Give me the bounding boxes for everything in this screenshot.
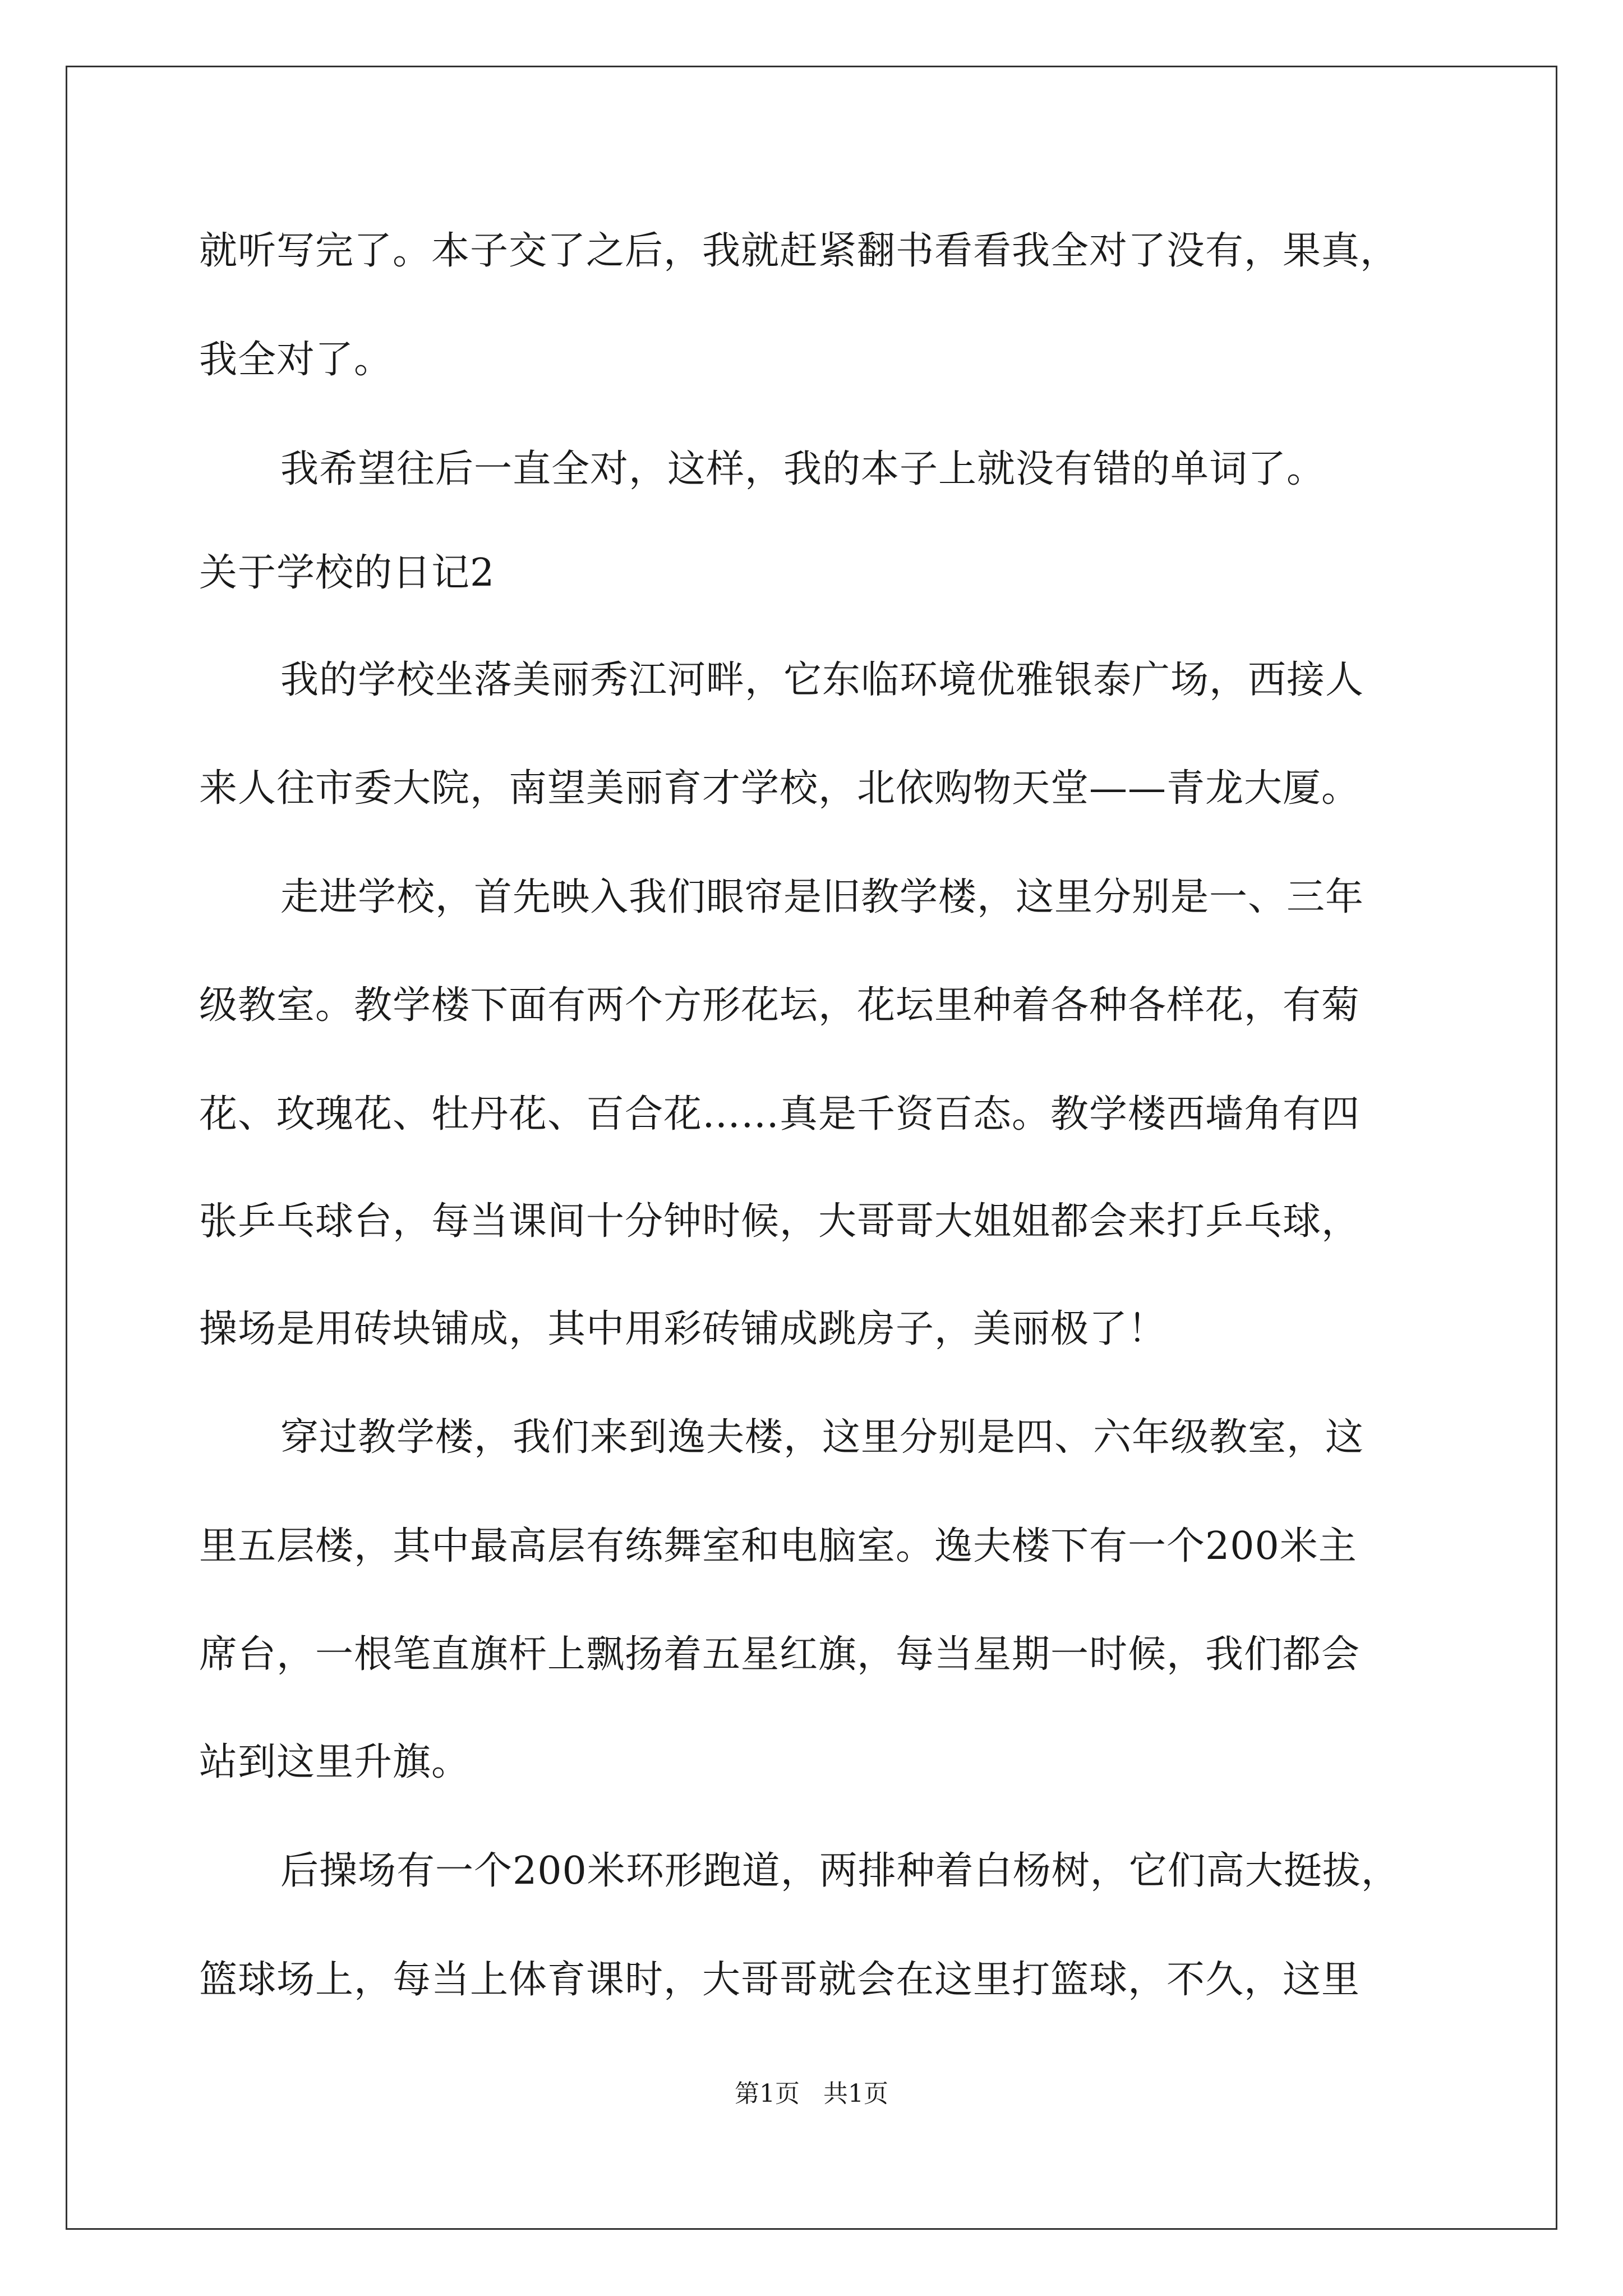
- page-border: [66, 66, 1557, 2230]
- text-line: 操场是用砖块铺成，其中用彩砖铺成跳房子，美丽极了！: [199, 1307, 1167, 1351]
- text-line: 张乒乓球台，每当课间十分钟时候，大哥哥大姐姐都会来打乒乓球，: [199, 1199, 1361, 1244]
- text-line: 级教室。教学楼下面有两个方形花坛，花坛里种着各种各样花，有菊: [199, 983, 1361, 1028]
- text-line: 篮球场上，每当上体育课时，大哥哥就会在这里打篮球，不久，这里: [199, 1958, 1361, 2002]
- text-line: 里五层楼，其中最高层有练舞室和电脑室。逸夫楼下有一个200米主: [199, 1524, 1357, 1568]
- text-line: 后操场有一个200米环形跑道，两排种着白杨树，它们高大挺拔，: [280, 1849, 1400, 1893]
- text-line: 我的学校坐落美丽秀江河畔，它东临环境优雅银泰广场，西接人: [280, 658, 1364, 702]
- text-line: 我全对了。: [199, 338, 393, 382]
- text-line: 席台，一根笔直旗杆上飘扬着五星红旗，每当星期一时候，我们都会: [199, 1632, 1361, 1677]
- text-line: 花、玫瑰花、牡丹花、百合花……真是千资百态。教学楼西墙角有四: [199, 1092, 1361, 1137]
- text-line: 我希望往后一直全对，这样，我的本子上就没有错的单词了。: [280, 447, 1326, 491]
- text-line: 走进学校，首先映入我们眼帘是旧教学楼，这里分别是一、三年: [280, 875, 1364, 919]
- text-line: 就听写完了。本子交了之后，我就赶紧翻书看看我全对了没有，果真，: [199, 229, 1399, 273]
- section-heading: 关于学校的日记2: [199, 551, 495, 595]
- text-line: 站到这里升旗。: [199, 1740, 471, 1784]
- page-footer: 第1页 共1页: [735, 2079, 888, 2108]
- text-line: 来人往市委大院，南望美丽育才学校，北依购物天堂——青龙大厦。: [199, 766, 1361, 811]
- text-line: 穿过教学楼，我们来到逸夫楼，这里分别是四、六年级教室，这: [280, 1415, 1364, 1460]
